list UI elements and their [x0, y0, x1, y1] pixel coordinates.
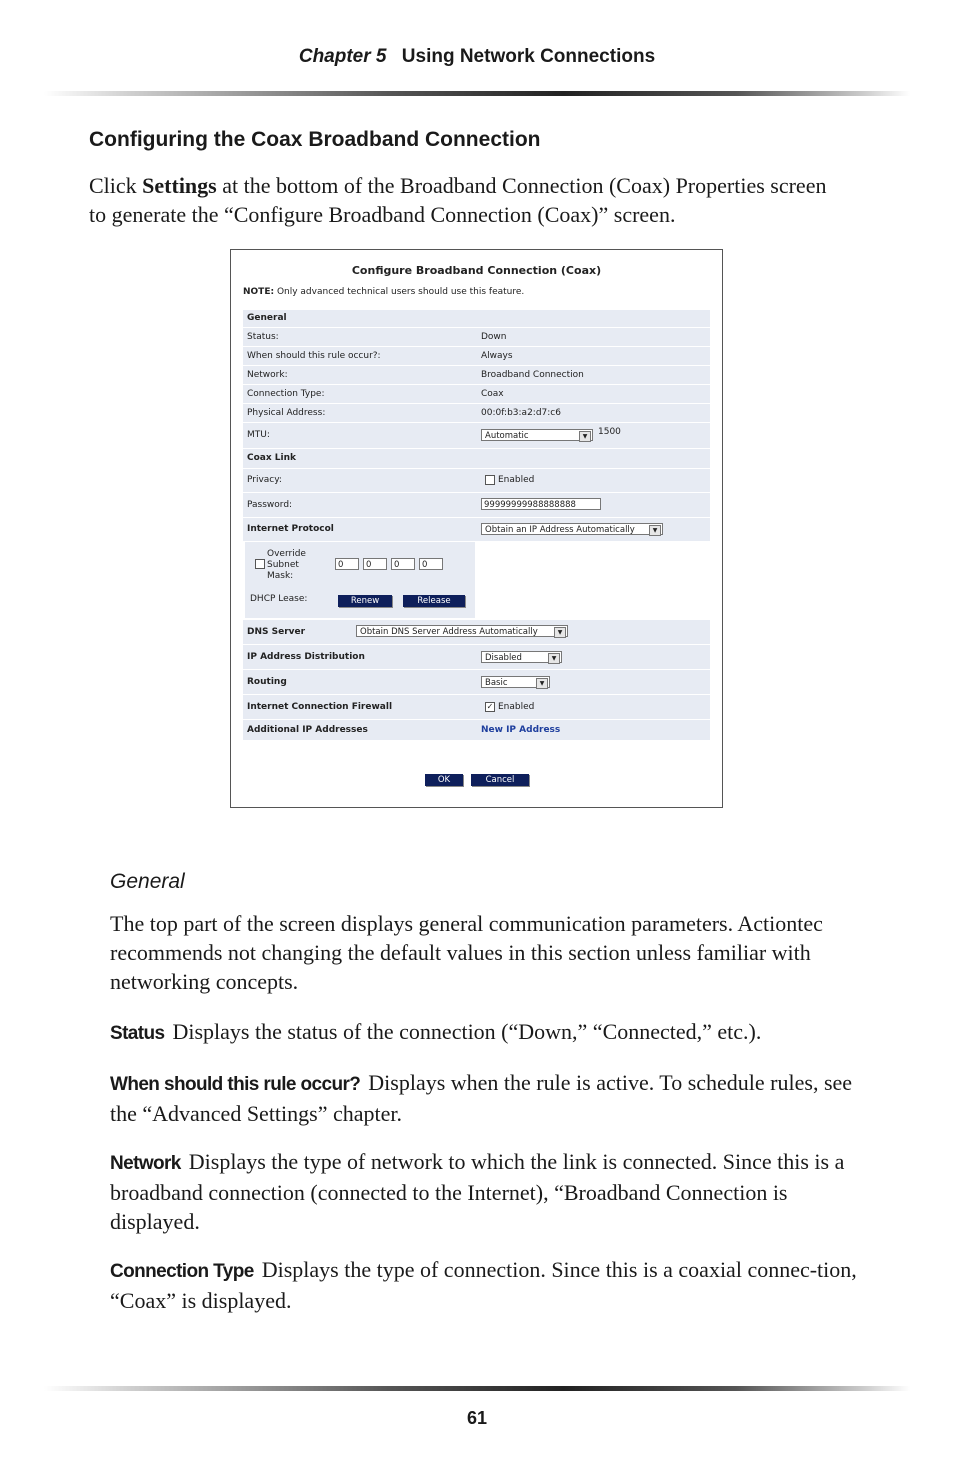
- row-routing: Routing Basic ▼: [243, 670, 710, 695]
- intro-paragraph: Click Settings at the bottom of the Broadband Connection (Coax) Properties screen to generate the “Configure Broadband Connection (Coax)” screen.: [89, 173, 827, 227]
- row-status: Status: Down: [243, 328, 710, 347]
- running-header: [0, 46, 954, 68]
- mask-octet-2[interactable]: 0: [363, 558, 387, 570]
- mask-octet-1[interactable]: 0: [335, 558, 359, 570]
- release-button[interactable]: Release: [403, 595, 465, 607]
- chevron-down-icon: ▼: [579, 431, 591, 442]
- general-paragraph: The top part of the screen displays general communication parameters. Actiontec recommends not changing the default values in this section unless familiar with networking concepts.: [110, 911, 823, 994]
- chapter-title: Using Network Connections: [401, 46, 656, 67]
- row-physical-address: Physical Address: 00:0f:b3:a2:d7:c6: [243, 404, 710, 423]
- section-heading: Configuring the Coax Broadband Connection: [89, 128, 541, 151]
- page-number: 61: [466, 1408, 488, 1428]
- def-rule-occur: When should this rule occur? Displays when the rule is active. To schedule rules, see the “Advanced Settings” chapter.: [110, 1070, 853, 1126]
- row-privacy: Privacy: Enabled: [243, 469, 710, 493]
- configure-coax-screenshot: [230, 249, 723, 808]
- settings-term: Settings: [142, 173, 217, 198]
- ok-button[interactable]: OK: [425, 774, 463, 786]
- row-coax-link: Coax Link: [243, 449, 710, 469]
- ip-distribution-select[interactable]: Disabled ▼: [481, 651, 562, 663]
- row-mtu: MTU: Automatic ▼ 1500: [243, 423, 710, 449]
- override-checkbox[interactable]: [255, 559, 265, 569]
- row-general: General: [243, 310, 710, 328]
- row-rule: When should this rule occur?: Always: [243, 347, 710, 366]
- row-password: Password: 99999999988888888: [243, 493, 710, 518]
- def-status: Status Displays the status of the connection (“Down,” “Connected,” etc.).: [110, 1019, 762, 1044]
- renew-button[interactable]: Renew: [338, 595, 392, 607]
- mask-octet-3[interactable]: 0: [391, 558, 415, 570]
- def-connection-type: Connection Type Displays the type of connection. Since this is a coaxial connec-tion, “Coax” is displayed.: [110, 1257, 857, 1313]
- screen-title: Configure Broadband Connection (Coax): [351, 264, 602, 277]
- cancel-button[interactable]: Cancel: [471, 774, 529, 786]
- chevron-down-icon: ▼: [536, 678, 548, 689]
- row-dns-server: DNS Server Obtain DNS Server Address Automatically ▼: [243, 620, 710, 645]
- def-network: Network Displays the type of network to which the link is connected. Since this is a broadband connection (connected to the Internet), “Broadband Connection is displayed.: [110, 1149, 845, 1234]
- row-network: Network: Broadband Connection: [243, 366, 710, 385]
- general-heading: General: [110, 870, 185, 893]
- mask-octet-4[interactable]: 0: [419, 558, 443, 570]
- chevron-down-icon: ▼: [649, 525, 661, 536]
- screen-note: NOTE: Only advanced technical users should use this feature.: [243, 287, 525, 297]
- firewall-checkbox[interactable]: ✓: [486, 702, 494, 711]
- row-firewall: Internet Connection Firewall ✓ Enabled: [243, 695, 710, 720]
- dhcp-lease-label: DHCP Lease:: [250, 594, 308, 604]
- chevron-down-icon: ▼: [554, 627, 566, 638]
- new-ip-address-link[interactable]: New IP Address: [481, 725, 561, 735]
- dns-select[interactable]: Obtain DNS Server Address Automatically ▼: [356, 625, 568, 637]
- chapter-label: Chapter 5: [298, 46, 387, 67]
- row-ip-distribution: IP Address Distribution Disabled ▼: [243, 645, 710, 670]
- routing-select[interactable]: Basic ▼: [481, 676, 550, 688]
- header-rule: [44, 91, 910, 96]
- mtu-select[interactable]: Automatic ▼: [481, 429, 593, 441]
- ip-select[interactable]: Obtain an IP Address Automatically ▼: [481, 523, 663, 535]
- footer-rule: [44, 1386, 910, 1391]
- row-internet-protocol: Internet Protocol Obtain an IP Address Automatically ▼: [243, 518, 710, 542]
- row-connection-type: Connection Type: Coax: [243, 385, 710, 404]
- mtu-value: 1500: [598, 427, 621, 437]
- password-input[interactable]: 99999999988888888: [481, 498, 601, 510]
- override-box: Override Subnet Mask: 0 0 0 0 DHCP Lease: Renew Release: [245, 542, 475, 618]
- row-additional-ip: Additional IP Addresses New IP Address: [243, 720, 710, 741]
- privacy-checkbox[interactable]: [485, 475, 495, 485]
- chevron-down-icon: ▼: [548, 653, 560, 664]
